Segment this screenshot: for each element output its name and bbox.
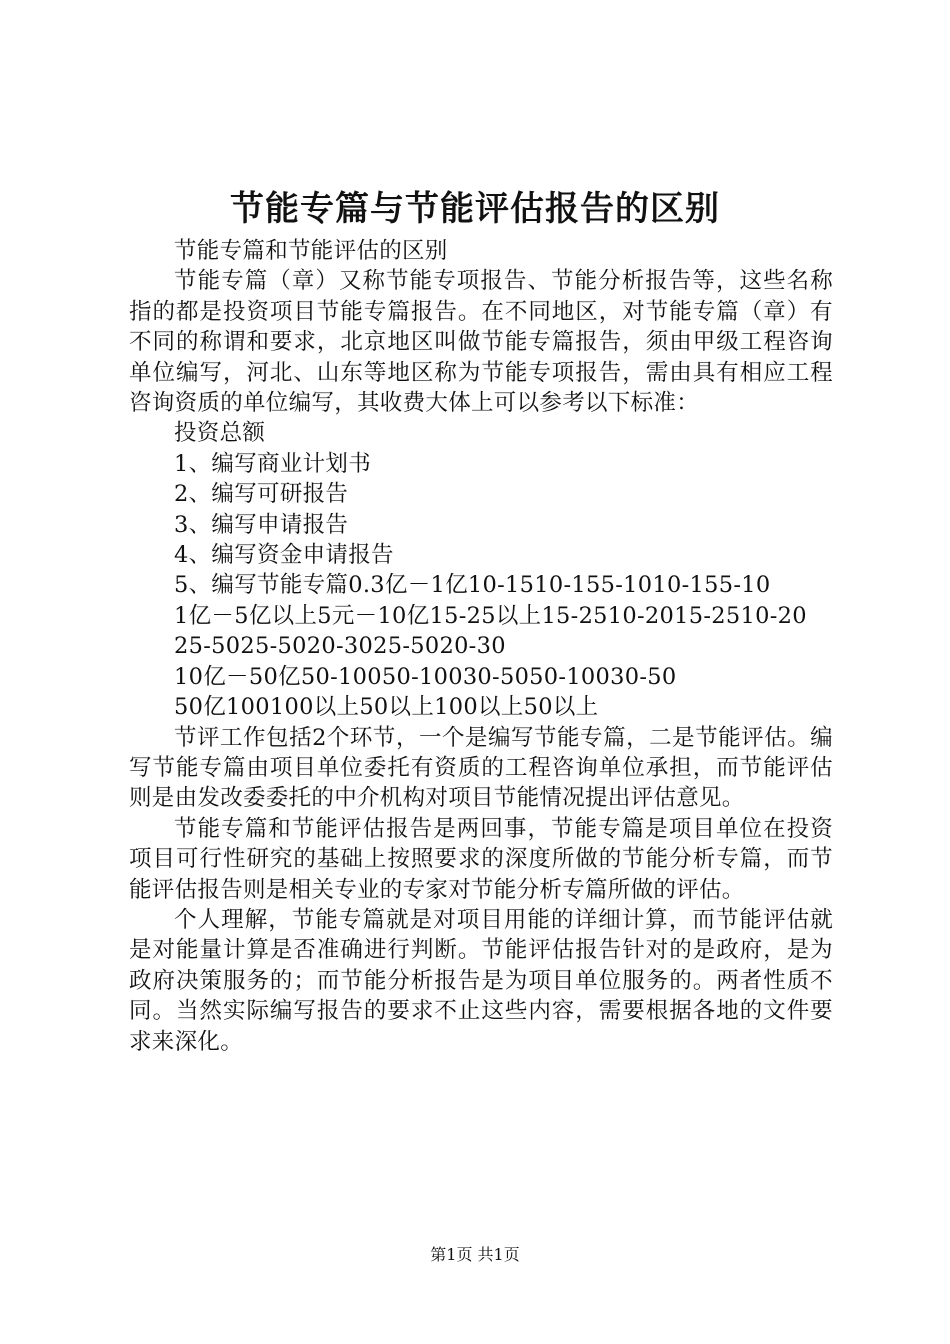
paragraph: 10亿－50亿50-10050-10030-5050-10030-50 [174,663,677,690]
page-footer: 第1页 共1页 [430,1245,520,1264]
paragraph: 50亿100100以上50以上100以上50以上 [174,694,599,721]
paragraph: 节能专篇和节能评估的区别 [174,238,448,264]
document-title: 节能专篇与节能评估报告的区别 [230,189,720,229]
paragraph: 1、编写商业计划书 [174,450,372,477]
paragraph: 节能专篇和节能评估报告是两回事，节能专篇是项目单位在投资项目可行性研究的基础上按照要求的深度所做的节能分析专篇，而节能评估报告则是相关专业的专家对节能分析专篇所做的评估。 [129,815,833,903]
paragraph: 节评工作包括2个环节，一个是编写节能专篇，二是节能评估。编写节能专篇由项目单位委托有资质的工程咨询单位承担，而节能评估则是由发改委委托的中介机构对项目节能情况提出评估意见。 [129,724,833,812]
document-body [129,236,833,1057]
paragraph: 2、编写可研报告 [174,481,349,508]
paragraph: 个人理解，节能专篇就是对项目用能的详细计算，而节能评估就是对能量计算是否准确进行判断。节能评估报告针对的是政府，是为政府决策服务的；而节能分析报告是为项目单位服务的。两者性质不同。当然实际编写报告的要求不止这些内容，需要根据各地的文件要求来深化。 [129,906,833,1055]
paragraph: 节能专篇（章）又称节能专项报告、节能分析报告等，这些名称指的都是投资项目节能专篇报告。在不同地区，对节能专篇（章）有不同的称谓和要求，北京地区叫做节能专篇报告，须由甲级工程咨询单位编写，河北、山东等地区称为节能专项报告，需由具有相应工程咨询资质的单位编写，其收费大体上可以参考以下标准： [129,268,833,417]
paragraph: 3、编写申请报告 [174,511,349,538]
paragraph: 1亿－5亿以上5元－10亿15-25以上15-2510-2015-2510-20 [174,602,807,629]
paragraph: 25-5025-5020-3025-5020-30 [174,633,506,660]
paragraph: 5、编写节能专篇0.3亿－1亿10-1510-155-1010-155-10 [174,572,771,599]
paragraph: 投资总额 [174,420,266,447]
paragraph: 4、编写资金申请报告 [174,542,394,569]
